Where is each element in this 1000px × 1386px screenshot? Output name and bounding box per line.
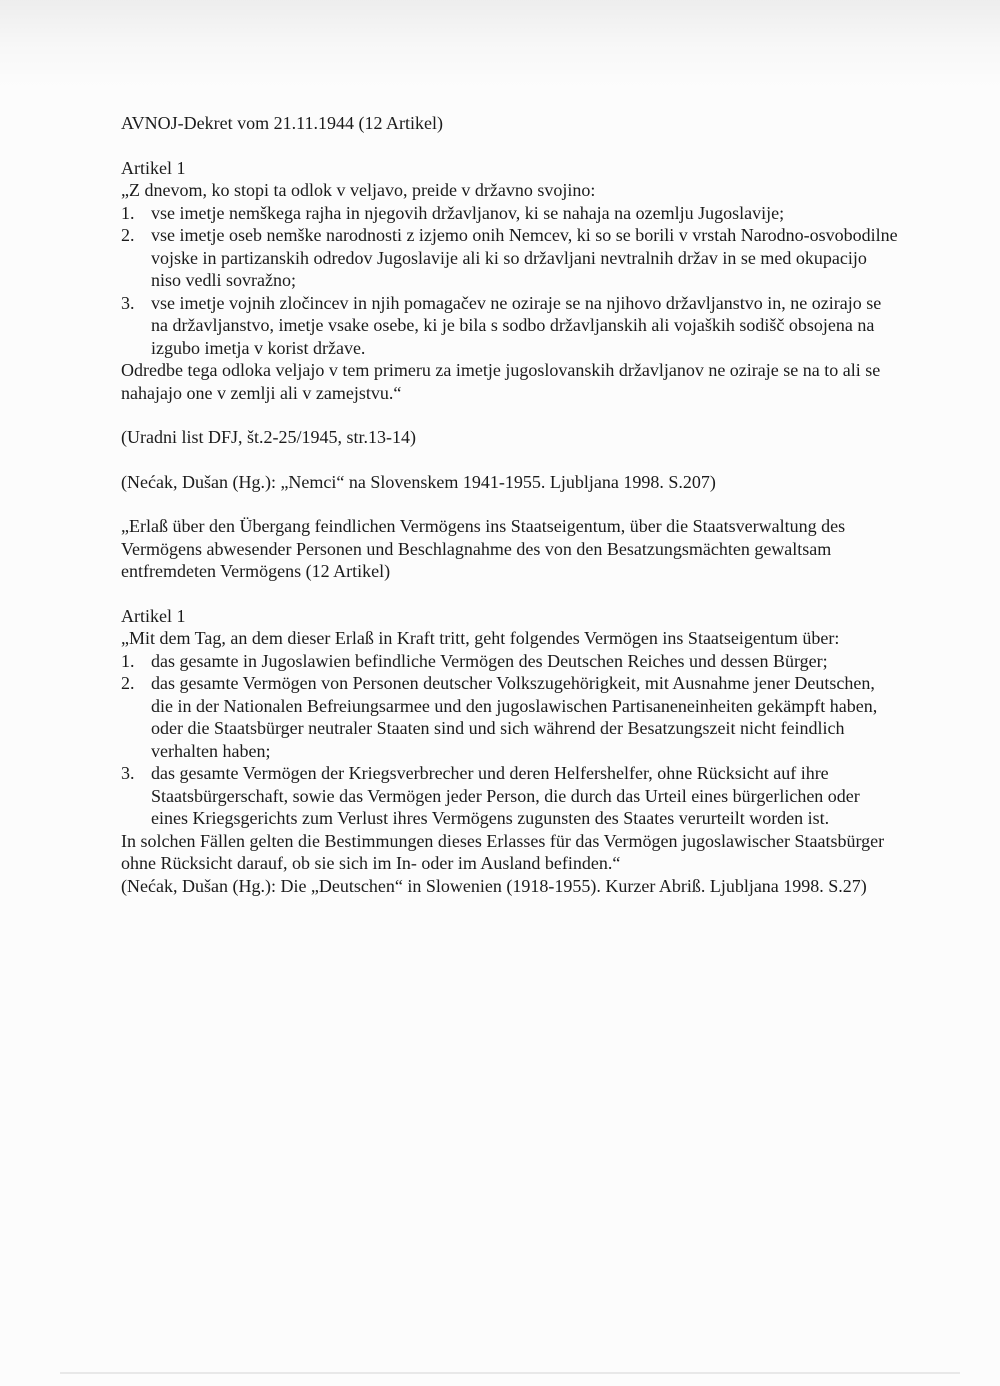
de-article-intro: „Mit dem Tag, an dem dieser Erlaß in Kraft tritt, geht folgendes Vermögen ins Staatseigentum über: bbox=[121, 628, 840, 648]
list-item bbox=[121, 650, 901, 673]
list-item-number: 3. bbox=[121, 292, 135, 313]
list-item-text: das gesamte Vermögen der Kriegsverbrecher und deren Helfershelfer, ohne Rücksicht auf ihre Staatsbürgerschaft, sowie das Vermögen jeder Person, die durch das Urteil eines bürgerlichen oder eines Kriegsgerichts zum Verlust ihres Vermögens zugunsten des Staates verurteilt worden ist. bbox=[151, 763, 860, 828]
scan-shadow-top bbox=[0, 0, 1000, 90]
sl-article-heading: Artikel 1 bbox=[121, 157, 186, 178]
de-article-closing: In solchen Fällen gelten die Bestimmungen dieses Erlasses für das Vermögen jugoslawischer Staatsbürger ohne Rücksicht darauf, ob sie sich im In- oder im Ausland befinden.“ bbox=[121, 830, 885, 873]
sl-article-intro: „Z dnevom, ko stopi ta odlok v veljavo, preide v državno svojino: bbox=[121, 180, 596, 200]
de-article-heading: Artikel 1 bbox=[121, 605, 186, 626]
sl-article-closing: Odredbe tega odloka veljajo v tem primeru za imetje jugoslovanskih državljanov ne oziraje se na to ali se nahajajo one v zemlji ali v zamejstvu.“ bbox=[121, 360, 881, 403]
list-item bbox=[121, 762, 901, 830]
list-item-number: 2. bbox=[121, 225, 135, 245]
document-body bbox=[121, 112, 901, 897]
list-item-number: 1. bbox=[121, 202, 135, 223]
reference-necak-nemci: (Nećak, Dušan (Hg.): „Nemci“ na Slovenskem 1941-1955. Ljubljana 1998. S.207) bbox=[121, 471, 716, 492]
list-item bbox=[121, 224, 901, 292]
list-item-number: 2. bbox=[121, 673, 135, 693]
german-decree-title: „Erlaß über den Übergang feindlichen Vermögens ins Staatseigentum, über die Staatsverwaltung des Vermögens abwesender Personen und Beschlagnahme des von den Besatzungsmächten gewaltsam entfremdeten Vermögens (12 Artikel) bbox=[121, 516, 846, 581]
list-item bbox=[121, 672, 901, 762]
sl-article-list bbox=[121, 202, 901, 360]
list-item-number: 1. bbox=[121, 650, 135, 671]
reference-necak-deutschen: (Nećak, Dušan (Hg.): Die „Deutschen“ in Slowenien (1918-1955). Kurzer Abriß. Ljubljana 1998. S.27) bbox=[121, 875, 867, 896]
list-item bbox=[121, 292, 901, 360]
de-article-list bbox=[121, 650, 901, 830]
list-item-text: vse imetje nemškega rajha in njegovih državljanov, ki se nahaja na ozemlju Jugoslavije; bbox=[151, 202, 785, 223]
list-item bbox=[121, 202, 901, 225]
list-item-text: vse imetje vojnih zločincev in njih pomagačev ne oziraje se na njihovo državljanstvo in, ne ozirajo se na državljanstvo, imetje vsake osebe, ki je bila s sodbo državljanskih ali vojaških sodišč obsojena na izgubo imetja v korist države. bbox=[151, 292, 882, 358]
document-title: AVNOJ-Dekret vom 21.11.1944 (12 Artikel) bbox=[121, 113, 443, 133]
list-item-text: das gesamte Vermögen von Personen deutscher Volkszugehörigkeit, mit Ausnahme jener Deutschen, die in der Nationalen Befreiungsarmee und den jugoslawischen Partisaneneinheiten gekämpft haben, oder die Staatsbürger neutraler Staaten sind und sich während der Besatzungszeit nicht feindlich verhalten haben; bbox=[151, 673, 878, 761]
reference-uradni-list: (Uradni list DFJ, št.2-25/1945, str.13-14) bbox=[121, 427, 416, 447]
list-item-text: das gesamte in Jugoslawien befindliche Vermögen des Deutschen Reiches und dessen Bürger; bbox=[151, 650, 828, 671]
list-item-text: vse imetje oseb nemške narodnosti z izjemo onih Nemcev, ki so se borili v vrstah Narodno-osvobodilne vojske in partizanskih odredov Jugoslavije ali ki so državljani nevtralnih držav in se med okupacijo niso vedli sovražno; bbox=[151, 225, 898, 290]
scan-edge-bottom bbox=[60, 1372, 960, 1374]
list-item-number: 3. bbox=[121, 763, 135, 783]
